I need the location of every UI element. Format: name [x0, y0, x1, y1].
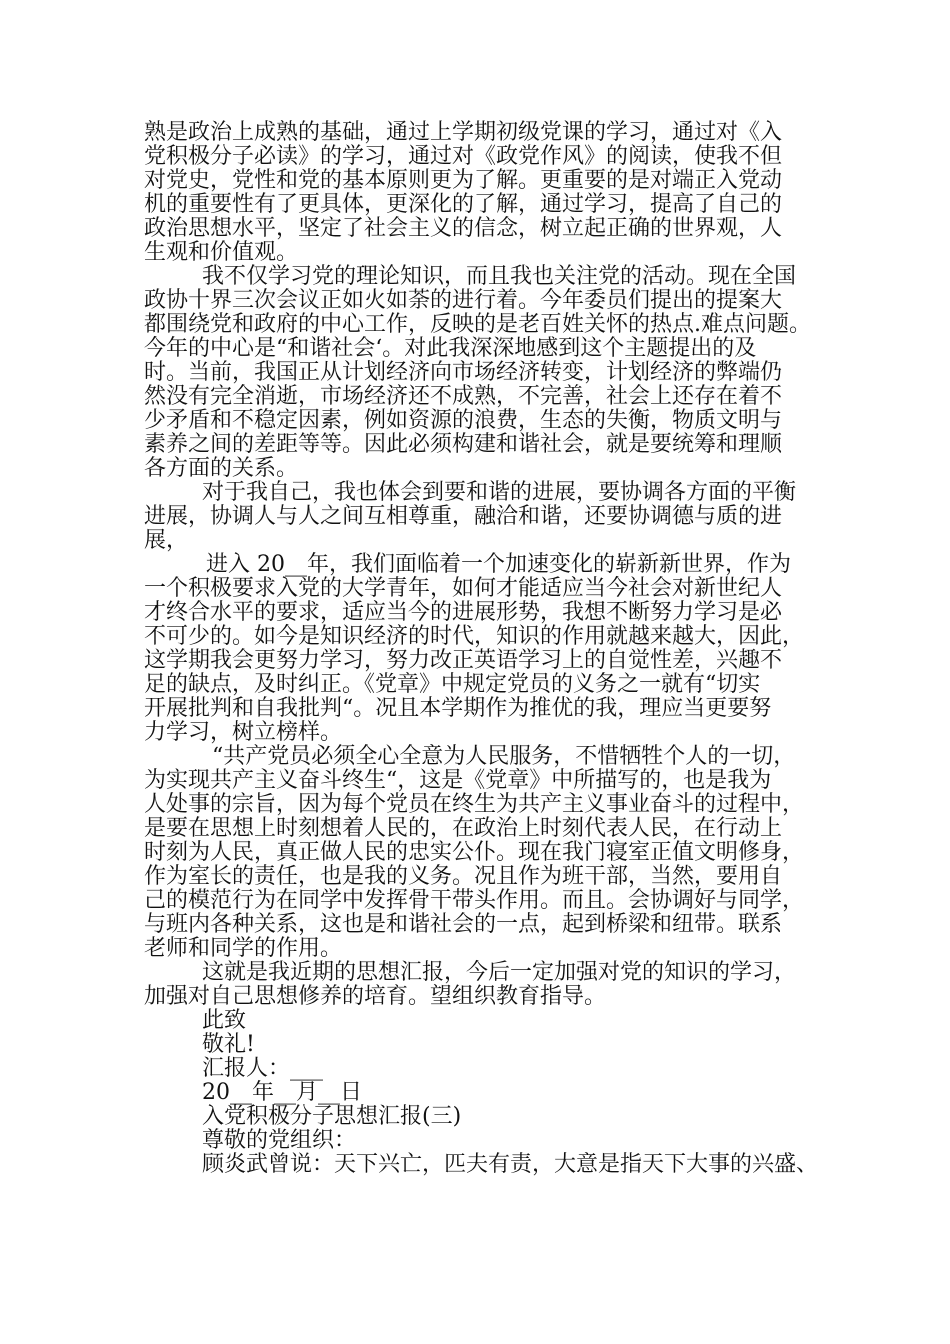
text-line: 才终合水平的要求，适应当今的进展形势，我想不断努力学习是必 — [144, 600, 783, 625]
text-line: 熟是政治上成熟的基础，通过上学期初级党课的学习，通过对《入 — [144, 120, 783, 145]
text-line: 顾炎武曾说：天下兴亡，匹夫有责，大意是指天下大事的兴盛、 — [202, 1152, 819, 1177]
text-line: 进入 20__年，我们面临着一个加速变化的崭新新世界，作为 — [206, 552, 791, 577]
text-line: 与班内各种关系，这也是和谐社会的一点，起到桥梁和纽带。联系 — [144, 912, 783, 937]
text-line: 己的模范行为在同学中发挥骨干带头作用。而且。会协调好与同学， — [144, 888, 805, 913]
paragraph — [144, 553, 834, 577]
paragraph — [144, 1009, 834, 1177]
text-line: 是要在思想上时刻想着人民的，在政治上时刻代表人民，在行动上 — [144, 816, 783, 841]
text-line: 都围绕党和政府的中心工作，反映的是老百姓关怀的热点.难点问题。 — [144, 312, 811, 337]
text-line: 然没有完全消逝，市场经济还不成熟，不完善，社会上还存在着不 — [144, 384, 783, 409]
paragraph — [144, 745, 834, 769]
text-line: 加强对自己思想修养的培育。望组织教育指导。 — [144, 984, 607, 1009]
text-line: 我不仅学习党的理论知识，而且我也关注党的活动。现在全国 — [202, 264, 797, 289]
text-line: 20__年__月__日 — [202, 1080, 362, 1105]
paragraph — [144, 265, 834, 289]
paragraph — [144, 481, 834, 505]
paragraph — [144, 121, 834, 265]
text-line: 进展，协调人与人之间互相尊重，融洽和谐，还要协调德与质的进 — [144, 504, 783, 529]
text-line: 为实现共产主义奋斗终生“，这是《党章》中所描写的，也是我为 — [144, 768, 772, 793]
text-line: 展， — [144, 528, 189, 553]
text-line: 时。当前，我国正从计划经济向市场经济转变，计划经济的弊端仍 — [144, 360, 783, 385]
text-line: 此致 — [202, 1008, 247, 1033]
text-line: 今年的中心是“和谐社会‘。对此我深深地感到这个主题提出的及 — [144, 336, 757, 361]
text-line: 时刻为人民，真正做人民的忠实公仆。现在我门寝室正值文明修身， — [144, 840, 805, 865]
text-line: 不可少的。如今是知识经济的时代，知识的作用就越来越大，因此， — [144, 624, 805, 649]
text-line: 一个积极要求入党的大学青年，如何才能适应当今社会对新世纪人 — [144, 576, 783, 601]
paragraph — [144, 289, 834, 481]
text-line: 开展批判和自我批判“。况且本学期作为推优的我，理应当更要努 — [144, 696, 772, 721]
paragraph — [144, 985, 834, 1009]
text-line: 对于我自己，我也体会到要和谐的进展，要协调各方面的平衡 — [202, 480, 797, 505]
text-line: 力学习，树立榜样。 — [144, 720, 343, 745]
paragraph — [144, 961, 834, 985]
text-line: 足的缺点，及时纠正。《党章》中规定党员的义务之一就有“切实 — [144, 672, 761, 697]
text-line: 尊敬的党组织： — [202, 1128, 357, 1153]
paragraph — [144, 577, 834, 745]
text-line: 入党积极分子思想汇报(三) — [202, 1104, 462, 1129]
text-line: 政协十界三次会议正如火如荼的进行着。今年委员们提出的提案大 — [144, 288, 783, 313]
text-line: 这学期我会更努力学习，努力改正英语学习上的自觉性差，兴趣不 — [144, 648, 783, 673]
text-line: 汇报人：___ — [202, 1056, 324, 1081]
text-line: 机的重要性有了更具体，更深化的了解，通过学习，提高了自己的 — [144, 192, 783, 217]
text-line: 人处事的宗旨，因为每个党员在终生为共产主义事业奋斗的过程中， — [144, 792, 805, 817]
text-line: 少矛盾和不稳定因素，例如资源的浪费，生态的失衡，物质文明与 — [144, 408, 783, 433]
text-line: 对党史，党性和党的基本原则更为了解。更重要的是对端正入党动 — [144, 168, 783, 193]
text-line: 党积极分子必读》的学习，通过对《政党作风》的阅读，使我不但 — [144, 144, 783, 169]
text-line: 政治思想水平，坚定了社会主义的信念，树立起正确的世界观，人 — [144, 216, 783, 241]
text-line: 老师和同学的作用。 — [144, 936, 343, 961]
document-body — [144, 121, 834, 1177]
paragraph — [144, 505, 834, 553]
text-line: 敬礼! — [202, 1032, 255, 1057]
text-line: 这就是我近期的思想汇报，今后一定加强对党的知识的学习， — [202, 960, 797, 985]
text-line: 作为室长的责任，也是我的义务。况且作为班干部，当然，要用自 — [144, 864, 783, 889]
paragraph — [144, 769, 834, 961]
text-line: 生观和价值观。 — [144, 240, 299, 265]
text-line: “共产党员必须全心全意为人民服务，不惜牺牲个人的一切， — [212, 744, 796, 769]
text-line: 各方面的关系。 — [144, 456, 299, 481]
text-line: 素养之间的差距等等。因此必须构建和谐社会，就是要统筹和理顺 — [144, 432, 783, 457]
